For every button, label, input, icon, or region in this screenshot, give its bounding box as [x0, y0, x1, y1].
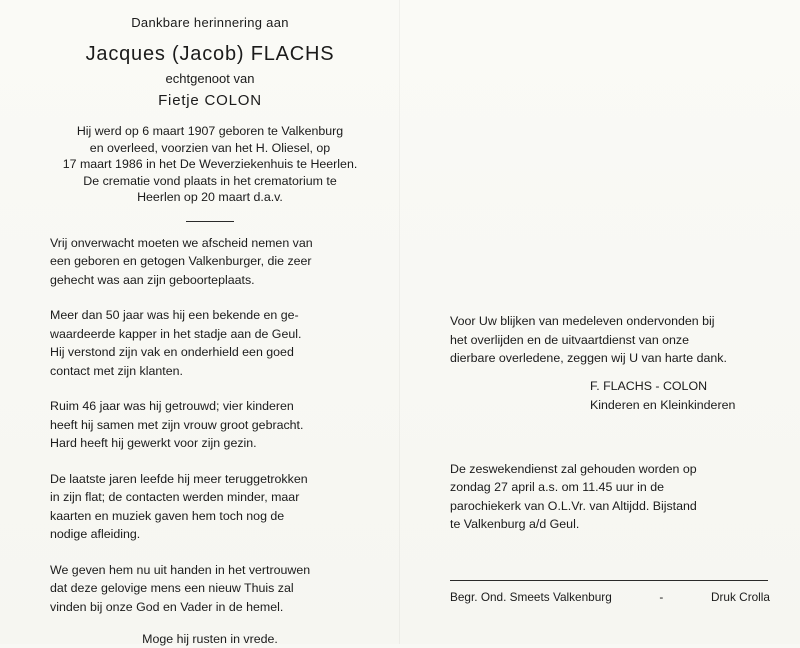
obituary-line: 17 maart 1986 in het De Weverziekenhuis te Heerlen.	[62, 157, 358, 171]
memorial-service-notice	[450, 460, 770, 534]
left-panel	[50, 6, 370, 648]
obituary-line: en overleed, voorzien van het H. Oliesel, op	[89, 140, 331, 155]
closing-prayer: Moge hij rusten in vrede.	[142, 632, 278, 646]
thanks-line: dierbare overledene, zeggen wij U van harte dank.	[450, 351, 727, 365]
paragraph-faith	[50, 561, 370, 617]
family-relatives: Kinderen en Kleinkinderen	[590, 397, 736, 412]
deceased-name: Jacques (Jacob) FLACHS	[85, 43, 335, 65]
intro-text: Dankbare herinnering aan	[131, 15, 289, 30]
paragraph-family	[50, 397, 370, 453]
right-panel	[450, 312, 770, 534]
obituary-line: Heerlen op 20 maart d.a.v.	[137, 190, 283, 204]
service-line: te Valkenburg a/d Geul.	[450, 517, 580, 531]
paragraph-farewell	[50, 234, 370, 290]
family-name: F. FLACHS - COLON	[590, 378, 708, 393]
card-fold	[399, 0, 400, 644]
paragraph-line: We geven hem nu uit handen in het vertrouwen	[50, 562, 311, 577]
undertaker-credit: Begr. Ond. Smeets Valkenburg	[450, 590, 612, 604]
obituary-details	[50, 123, 370, 206]
spouse-name: Fietje COLON	[158, 92, 262, 109]
paragraph-line: Meer dan 50 jaar was hij een bekende en ge-	[50, 308, 299, 322]
thanks-message	[450, 312, 770, 368]
thanks-line: het overlijden en de uitvaartdienst van onze	[450, 332, 690, 347]
paragraph-line: Ruim 46 jaar was hij getrouwd; vier kinderen	[50, 399, 294, 413]
footer-separator: -	[659, 590, 664, 604]
obituary-line: Hij werd op 6 maart 1907 geboren te Valkenburg	[76, 124, 344, 138]
section-divider	[186, 221, 234, 222]
paragraph-line: in zijn flat; de contacten werden minder, maar	[50, 490, 300, 504]
obituary-line: De crematie vond plaats in het crematorium te	[83, 173, 337, 188]
service-line: De zeswekendienst zal gehouden worden op	[450, 461, 697, 476]
paragraph-line: Hij verstond zijn vak en onderhield een goed	[50, 345, 294, 359]
service-line: parochiekerk van O.L.Vr. van Altijdd. Bijstand	[450, 498, 697, 513]
paragraph-line: gehecht was aan zijn geboorteplaats.	[50, 272, 255, 287]
paragraph-line: De laatste jaren leefde hij meer teruggetrokken	[50, 471, 308, 486]
paragraph-later-years	[50, 470, 370, 544]
paragraph-line: heeft hij samen met zijn vrouw groot gebracht.	[50, 417, 304, 432]
paragraph-line: Hard heeft hij gewerkt voor zijn gezin.	[50, 436, 257, 450]
paragraph-line: vinden bij onze God en Vader in de hemel.	[50, 599, 284, 614]
printer-credit: Druk Crolla	[710, 590, 770, 604]
paragraph-line: Vrij onverwacht moeten we afscheid nemen van	[50, 235, 313, 250]
footer-rule	[450, 580, 768, 581]
paragraph-line: een geboren en getogen Valkenburger, die zeer	[50, 254, 312, 268]
paragraph-line: nodige afleiding.	[50, 527, 141, 541]
paragraph-career	[50, 306, 370, 380]
spouse-of-text: echtgenoot van	[165, 71, 255, 86]
paragraph-line: kaarten en muziek gaven hem toch nog de	[50, 508, 285, 523]
family-signature	[590, 377, 770, 415]
service-line: zondag 27 april a.s. om 11.45 uur in de	[450, 480, 664, 494]
footer-credits	[450, 589, 770, 605]
paragraph-line: contact met zijn klanten.	[50, 363, 183, 378]
thanks-line: Voor Uw blijken van medeleven ondervonden bij	[450, 314, 715, 328]
paragraph-line: waardeerde kapper in het stadje aan de Geul.	[50, 326, 302, 341]
paragraph-line: dat deze gelovige mens een nieuw Thuis zal	[50, 581, 294, 595]
